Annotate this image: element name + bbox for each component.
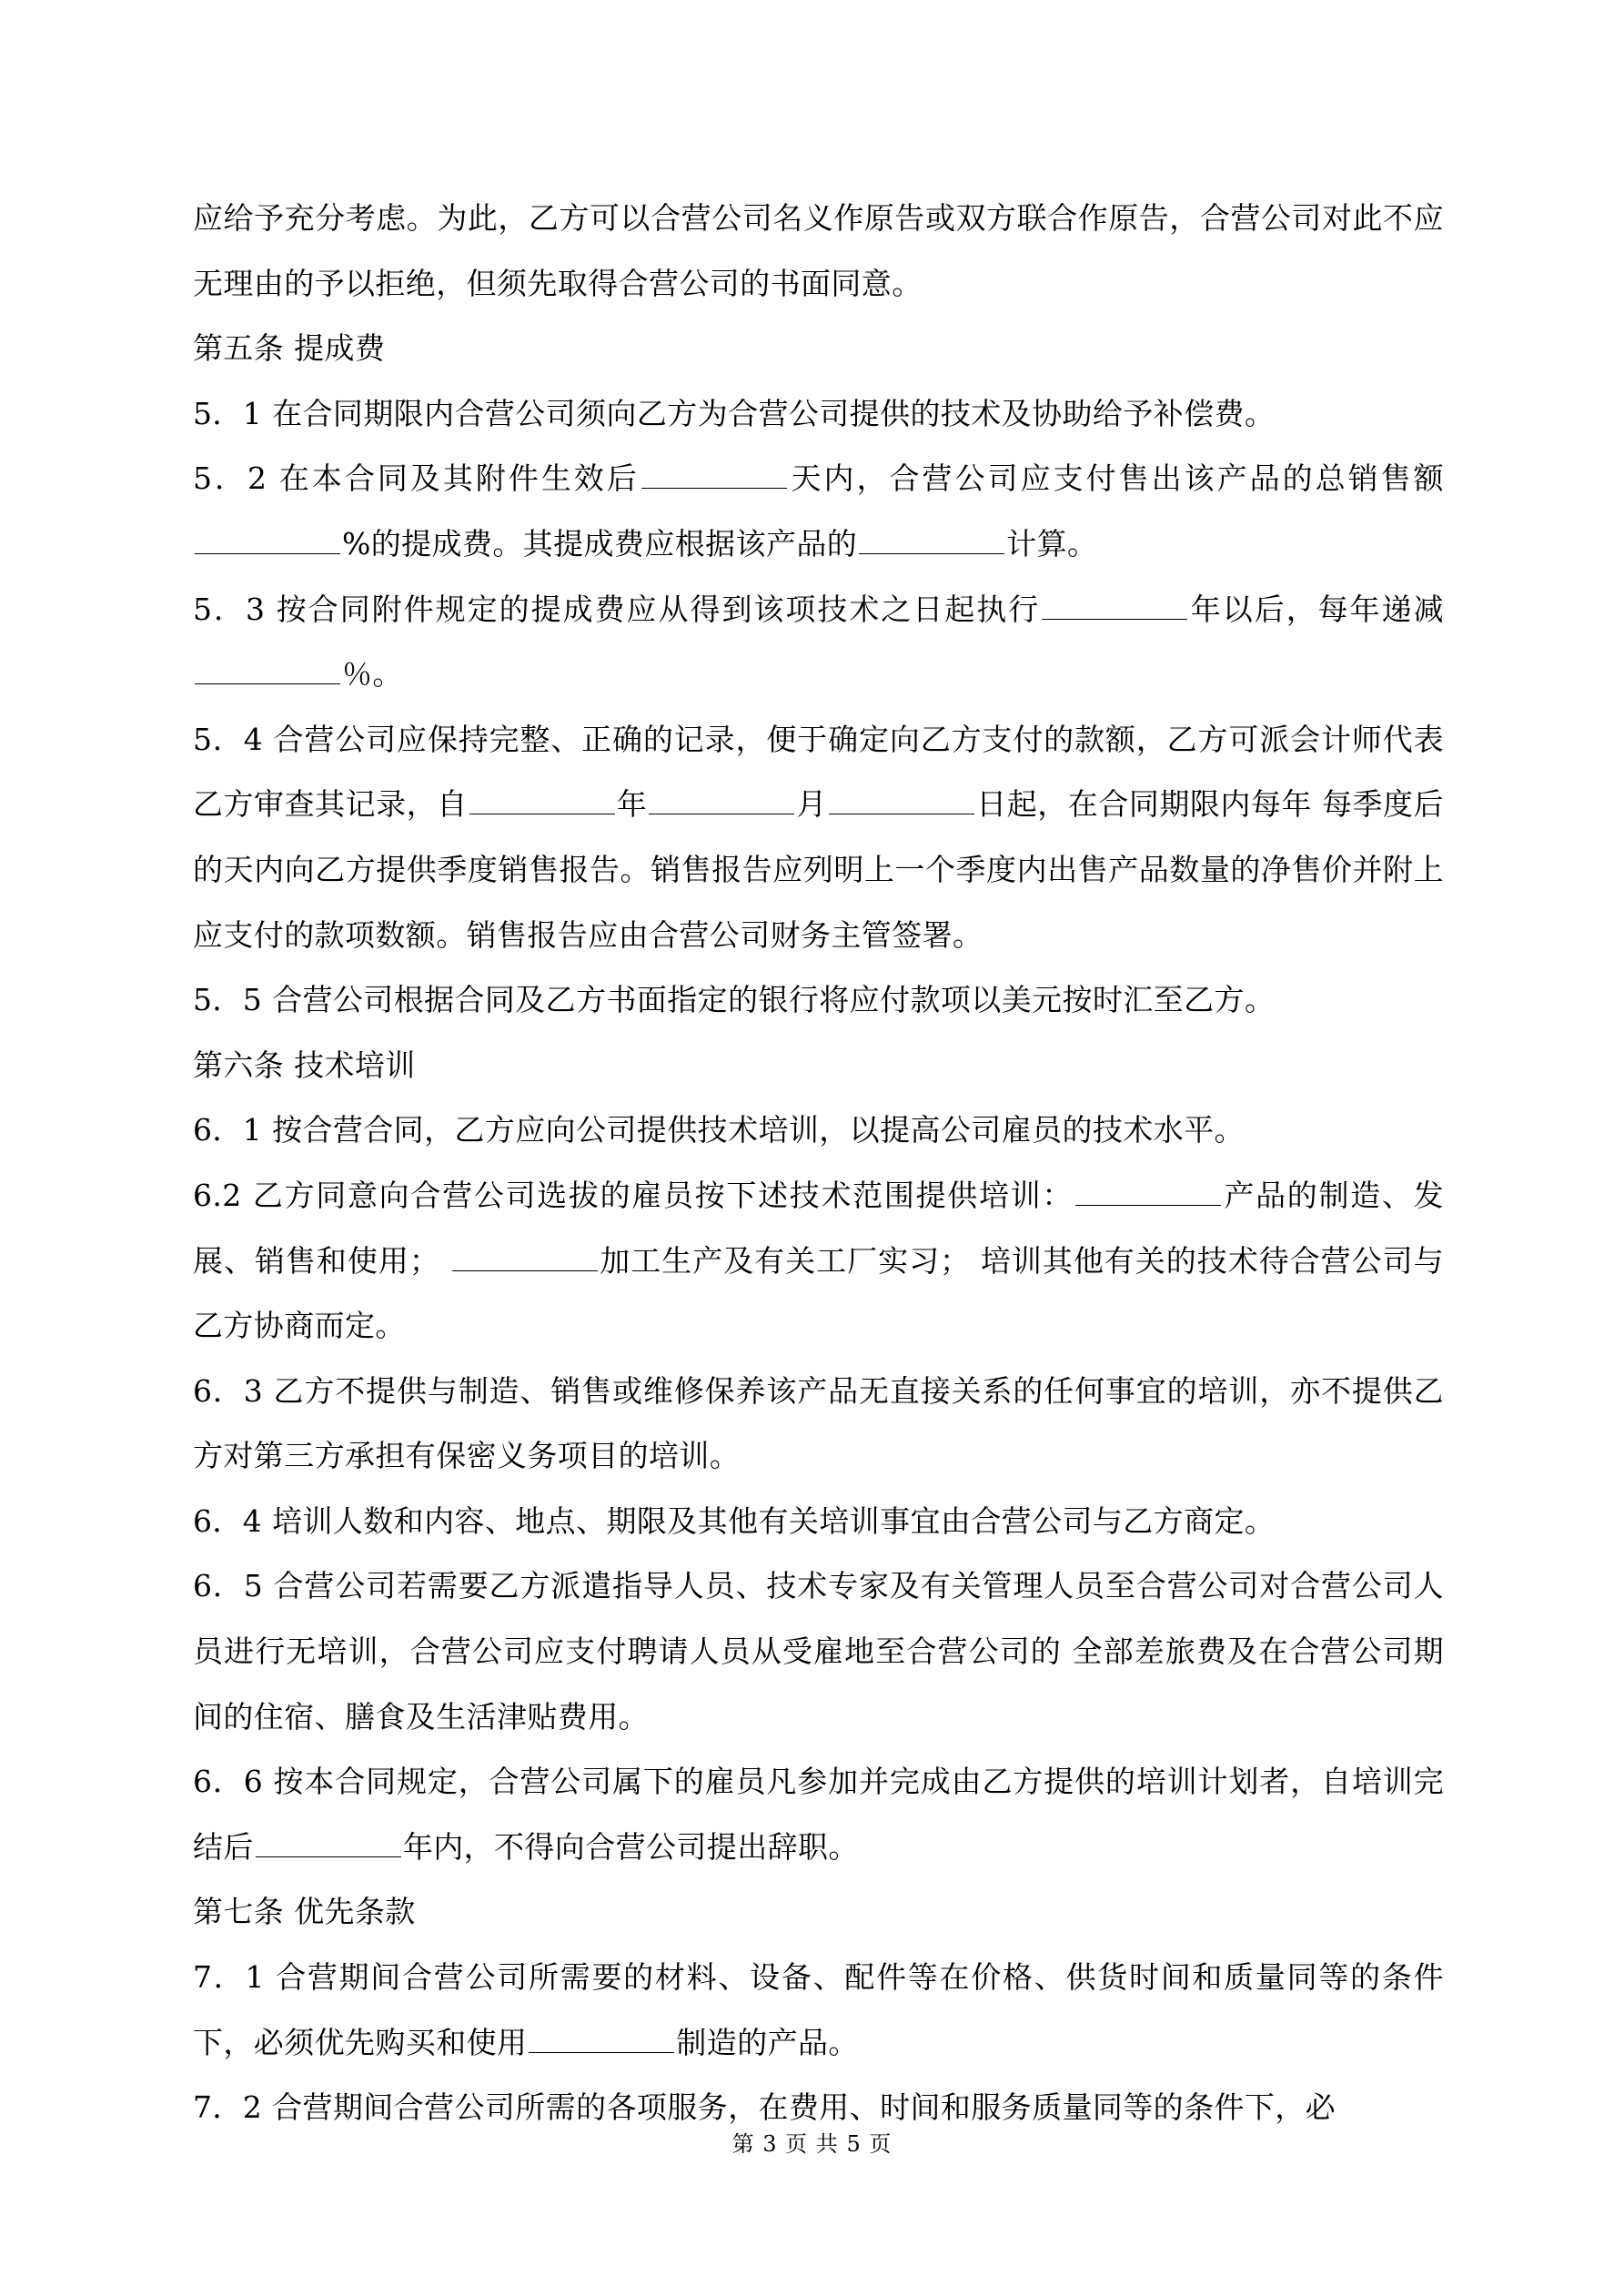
fill-in-blank xyxy=(641,464,787,489)
paragraph-text: 年以后，每年递减 xyxy=(1189,591,1444,627)
paragraph-text: 6．1 按合营合同，乙方应向公司提供技术培训，以提高公司雇员的技术水平。 xyxy=(193,1112,1245,1148)
paragraph-text: 5．1 在合同期限内合营公司须向乙方为合营公司提供的技术及协助给予补偿费。 xyxy=(193,395,1276,431)
paragraph-text: 应给予充分考虑。为此，乙方可以合营公司名义作原告或双方联合作原告，合营公司对此不应无理由的予以拒绝，但须先取得合营公司的书面同意。 xyxy=(193,200,1444,301)
paragraph-text: 6．3 乙方不提供与制造、销售或维修保养该产品无直接关系的任何事宜的培训，亦不提供乙方对第三方承担有保密义务项目的培训。 xyxy=(193,1372,1444,1474)
paragraph-text: 天内，合营公司应支付售出该产品的总销售额 xyxy=(788,460,1445,497)
fill-in-blank xyxy=(829,790,974,814)
clause-paragraph xyxy=(193,1359,1444,1489)
paragraph-text: 产品的制造、发展、销售和使用； xyxy=(193,1177,1444,1279)
paragraph-text: 加工生产及有关工厂实习； 培训其他有关的技术待合营公司与乙方协商而定。 xyxy=(193,1242,1444,1344)
clause-paragraph xyxy=(193,707,1444,967)
fill-in-blank xyxy=(452,1247,598,1271)
paragraph-text: 5．5 合营公司根据合同及乙方书面指定的银行将应付款项以美元按时汇至乙方。 xyxy=(193,982,1276,1018)
paragraph-text: 7．1 合营期间合营公司所需要的材料、设备、配件等在价格、供货时间和质量同等的条件下，必须优先购买和使用 xyxy=(193,1959,1444,2060)
clause-paragraph xyxy=(193,1945,1444,2075)
paragraph-text: 6．5 合营公司若需要乙方派遣指导人员、技术专家及有关管理人员至合营公司对合营公司人员进行无培训，合营公司应支付聘请人员从受雇地至合营公司的 全部差旅费及在合营公司期间的住宿、膳食及生活津贴费用。 xyxy=(193,1568,1444,1735)
paragraph-text: %的提成费。其提成费应根据该产品的 xyxy=(342,525,858,561)
section-heading xyxy=(193,316,1444,381)
paragraph-text: 月 xyxy=(796,786,828,823)
paragraph-text: 7．2 合营期间合营公司所需的各项服务，在费用、时间和服务质量同等的条件下，必 xyxy=(193,2089,1337,2126)
paragraph-text: 6．6 按本合同规定，合营公司属下的雇员凡参加并完成由乙方提供的培训计划者，自培训完结后 xyxy=(193,1764,1444,1865)
fill-in-blank xyxy=(1042,595,1187,620)
paragraph-text: 年内，不得向合营公司提出辞职。 xyxy=(402,1828,859,1865)
paragraph-text: ％。 xyxy=(342,656,403,693)
clause-paragraph xyxy=(193,967,1444,1033)
fill-in-blank xyxy=(469,790,615,814)
section-heading xyxy=(193,1879,1444,1945)
clause-paragraph xyxy=(193,1163,1444,1359)
page-footer: 第 3 页 共 5 页 xyxy=(731,2131,893,2157)
clause-paragraph xyxy=(193,1489,1444,1554)
clause-paragraph xyxy=(193,381,1444,447)
fill-in-blank xyxy=(195,660,340,684)
paragraph-text: 5．3 按合同附件规定的提成费应从得到该项技术之日起执行 xyxy=(193,591,1041,627)
section-heading xyxy=(193,1033,1444,1098)
paragraph-text: 第六条 技术培训 xyxy=(193,1047,416,1083)
paragraph-text: 年 xyxy=(616,786,648,823)
fill-in-blank xyxy=(195,530,340,554)
clause-paragraph xyxy=(193,186,1444,316)
paragraph-text: 第五条 提成费 xyxy=(193,330,386,367)
paragraph-text: 日起，在合同期限内每年 每季度后的天内向乙方提供季度销售报告。销售报告应列明上一个季度内出售产品数量的净售价并附上应支付的款项数额。销售报告应由合营公司财务主管签署。 xyxy=(193,786,1444,953)
paragraph-text: 6.2 乙方同意向合营公司选拔的雇员按下述技术范围提供培训： xyxy=(193,1177,1074,1213)
document-body xyxy=(193,186,1444,2140)
clause-paragraph xyxy=(193,1749,1444,1879)
fill-in-blank xyxy=(649,790,794,814)
paragraph-text: 第七条 优先条款 xyxy=(193,1894,416,1930)
clause-paragraph xyxy=(193,577,1444,707)
fill-in-blank xyxy=(529,2028,674,2053)
paragraph-text: 5．2 在本合同及其附件生效后 xyxy=(193,460,640,497)
clause-paragraph xyxy=(193,1097,1444,1163)
fill-in-blank xyxy=(859,530,1004,554)
paragraph-text: 计算。 xyxy=(1006,525,1098,561)
clause-paragraph xyxy=(193,1553,1444,1749)
fill-in-blank xyxy=(256,1833,401,1857)
paragraph-text: 5．4 合营公司应保持完整、正确的记录，便于确定向乙方支付的款额，乙方可派会计师代表乙方审查其记录，自 xyxy=(193,721,1444,823)
paragraph-text: 制造的产品。 xyxy=(676,2024,859,2060)
clause-paragraph xyxy=(193,446,1444,576)
fill-in-blank xyxy=(1075,1181,1221,1206)
paragraph-text: 6．4 培训人数和内容、地点、期限及其他有关培训事宜由合营公司与乙方商定。 xyxy=(193,1502,1276,1539)
